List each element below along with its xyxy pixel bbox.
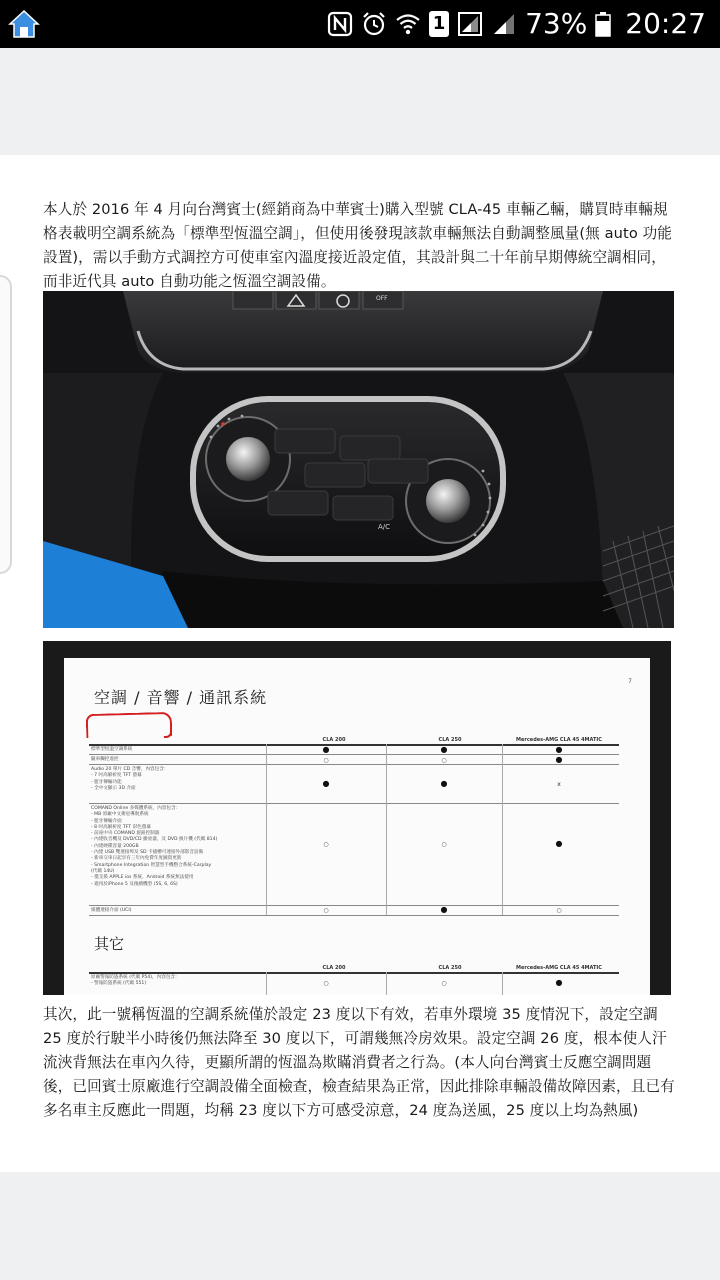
- sheet-section2-title: 其它: [94, 935, 125, 953]
- table-cell-mark: ●: [440, 779, 448, 788]
- battery-percent: 73%: [525, 7, 588, 40]
- cell-signal-icon: [491, 11, 517, 37]
- table-cell-mark: ○: [441, 841, 447, 848]
- table-cell-mark: ○: [323, 907, 329, 914]
- table-row-label: COMAND Online 多媒體系統，內容包含： - MB 原廠中文衛星導航系統 - 藍牙傳輸介面 - 8 吋高解析度 TFT 彩色螢幕 - 前座中央 COMAND 旋鈕控制器 - 內建收音機及 DVD/CD 播放器，及 DVD 換片機 (代碼 814) - 內建硬碟容量 200GB - 內建 USB 雙連接埠及 SD 卡插槽可連接外部影音設備 - 新車交車日起享有三年內免費年度圖資更新 - Smartphone Integration 智慧型手機整合系統-Carplay (代碼 14U) - 僅支援 APPLE ios 系統，Android 系統無法使用 - 適用於iPhone 5 及後續機型 (5S, 6, 6S): [91, 806, 218, 887]
- row-divider: [89, 905, 619, 906]
- status-bar: [0, 0, 720, 48]
- table-cell-mark: ○: [323, 980, 329, 987]
- article-paragraph-1: 本人於 2016 年 4 月向台灣賓士(經銷商為中華賓士)購入型號 CLA-45 車輛乙輛，購買時車輛規格表載明空調系統為「標準型恆溫空調」，但使用後發現該款車輛無法自動調整風量(無 auto 功能設置)，需以手動方式調控方可使車室內溫度接近設定值，其設計與二十年前早期傳統空調相同，而非近代具 auto 自動功能之恆溫空調設備。: [43, 201, 672, 290]
- table-cell-mark: ○: [441, 757, 447, 764]
- table-top-rule: [89, 972, 619, 974]
- table-row-label: 媒體連接介面 (UCI): [91, 908, 132, 913]
- home-icon[interactable]: [8, 8, 40, 40]
- column-header-1: CLA 200: [322, 965, 346, 971]
- column-divider: [502, 744, 503, 915]
- sheet-section-title: 空調 / 音響 / 通訊系統: [94, 688, 268, 707]
- table-row-label: Audio 20 單片 CD 音響，內容包含： - 7 吋高解析度 TFT 螢幕 - 藍牙傳輸功能 - 全中文顯示 3D 介面: [91, 767, 169, 791]
- column-header-1: CLA 200: [322, 737, 346, 743]
- table-row-label: 隨車觸控遙控: [91, 757, 119, 762]
- wifi-icon: [395, 11, 421, 37]
- column-divider: [266, 744, 267, 915]
- ac-label: A/C: [378, 523, 391, 531]
- column-divider: [386, 744, 387, 915]
- car-climate-control-photo: [43, 291, 674, 628]
- table-row-label: 原廠警報防盜系統 (代碼 P54)，內容包含： - 警報防盜系統 (代碼 551): [91, 975, 180, 987]
- column-divider: [502, 972, 503, 995]
- battery-icon: [595, 11, 611, 37]
- table-cell-mark: ●: [555, 978, 563, 987]
- table-cell-mark: ●: [322, 779, 330, 788]
- table-cell-mark: ●: [440, 905, 448, 914]
- column-header-3: Mercedes-AMG CLA 45 4MATIC: [516, 737, 602, 743]
- top-gray-band: [0, 48, 720, 155]
- spec-sheet-photo: [43, 641, 671, 995]
- table-cell-mark: ○: [556, 907, 562, 914]
- article-paragraph-2: 其次，此一號稱恆溫的空調系統僅於設定 23 度以下有效，若車外環境 35 度情況下，設定空調 25 度於行駛半小時後仍無法降至 30 度以下，可謂幾無冷房效果。設定空調 26 度，根本使人汗流浹背無法在車內久待，更顯所謂的恆溫為欺瞞消費者之行為。(本人向台灣賓士反應空調問題後，已回賓士原廠進行空調設備全面檢查，檢查結果為正常，因此排除車輛設備故障因素，且已有多名車主反應此一問題，均稱 23 度以下方可感受涼意，24 度為送風，25 度以上均為熱風): [43, 1006, 675, 1119]
- spec-sheet: [64, 658, 650, 995]
- nfc-icon: [327, 11, 353, 37]
- sim-signal-icon: [457, 11, 483, 37]
- column-header-2: CLA 250: [438, 965, 462, 971]
- bottom-gray-band: [0, 1172, 720, 1280]
- table-cell-mark: ●: [555, 745, 563, 754]
- row-divider: [89, 915, 619, 916]
- table-cell-mark: ○: [323, 757, 329, 764]
- status-icons: [327, 0, 706, 48]
- off-label: OFF: [376, 295, 388, 302]
- column-divider: [266, 972, 267, 995]
- table-cell-mark: x: [557, 781, 561, 788]
- row-divider: [89, 754, 619, 755]
- column-divider: [386, 972, 387, 995]
- row-divider: [89, 803, 619, 804]
- table-cell-mark: ○: [323, 841, 329, 848]
- red-highlight-marker: [86, 712, 173, 738]
- table-cell-mark: ●: [322, 745, 330, 754]
- sim-slot-indicator: 1: [429, 11, 449, 37]
- table-row-label: 標準型恆溫空調系統: [91, 747, 133, 752]
- table-cell-mark: ●: [440, 745, 448, 754]
- column-header-3: Mercedes-AMG CLA 45 4MATIC: [516, 965, 602, 971]
- table-cell-mark: ●: [555, 839, 563, 848]
- clock: 20:27: [625, 7, 706, 40]
- alarm-icon: [361, 11, 387, 37]
- red-highlight-marker-tail: [164, 728, 172, 738]
- column-header-2: CLA 250: [438, 737, 462, 743]
- table-cell-mark: ○: [441, 980, 447, 987]
- table-cell-mark: ●: [555, 755, 563, 764]
- edge-panel-handle[interactable]: [0, 275, 12, 574]
- sheet-page-number: 7: [628, 678, 632, 685]
